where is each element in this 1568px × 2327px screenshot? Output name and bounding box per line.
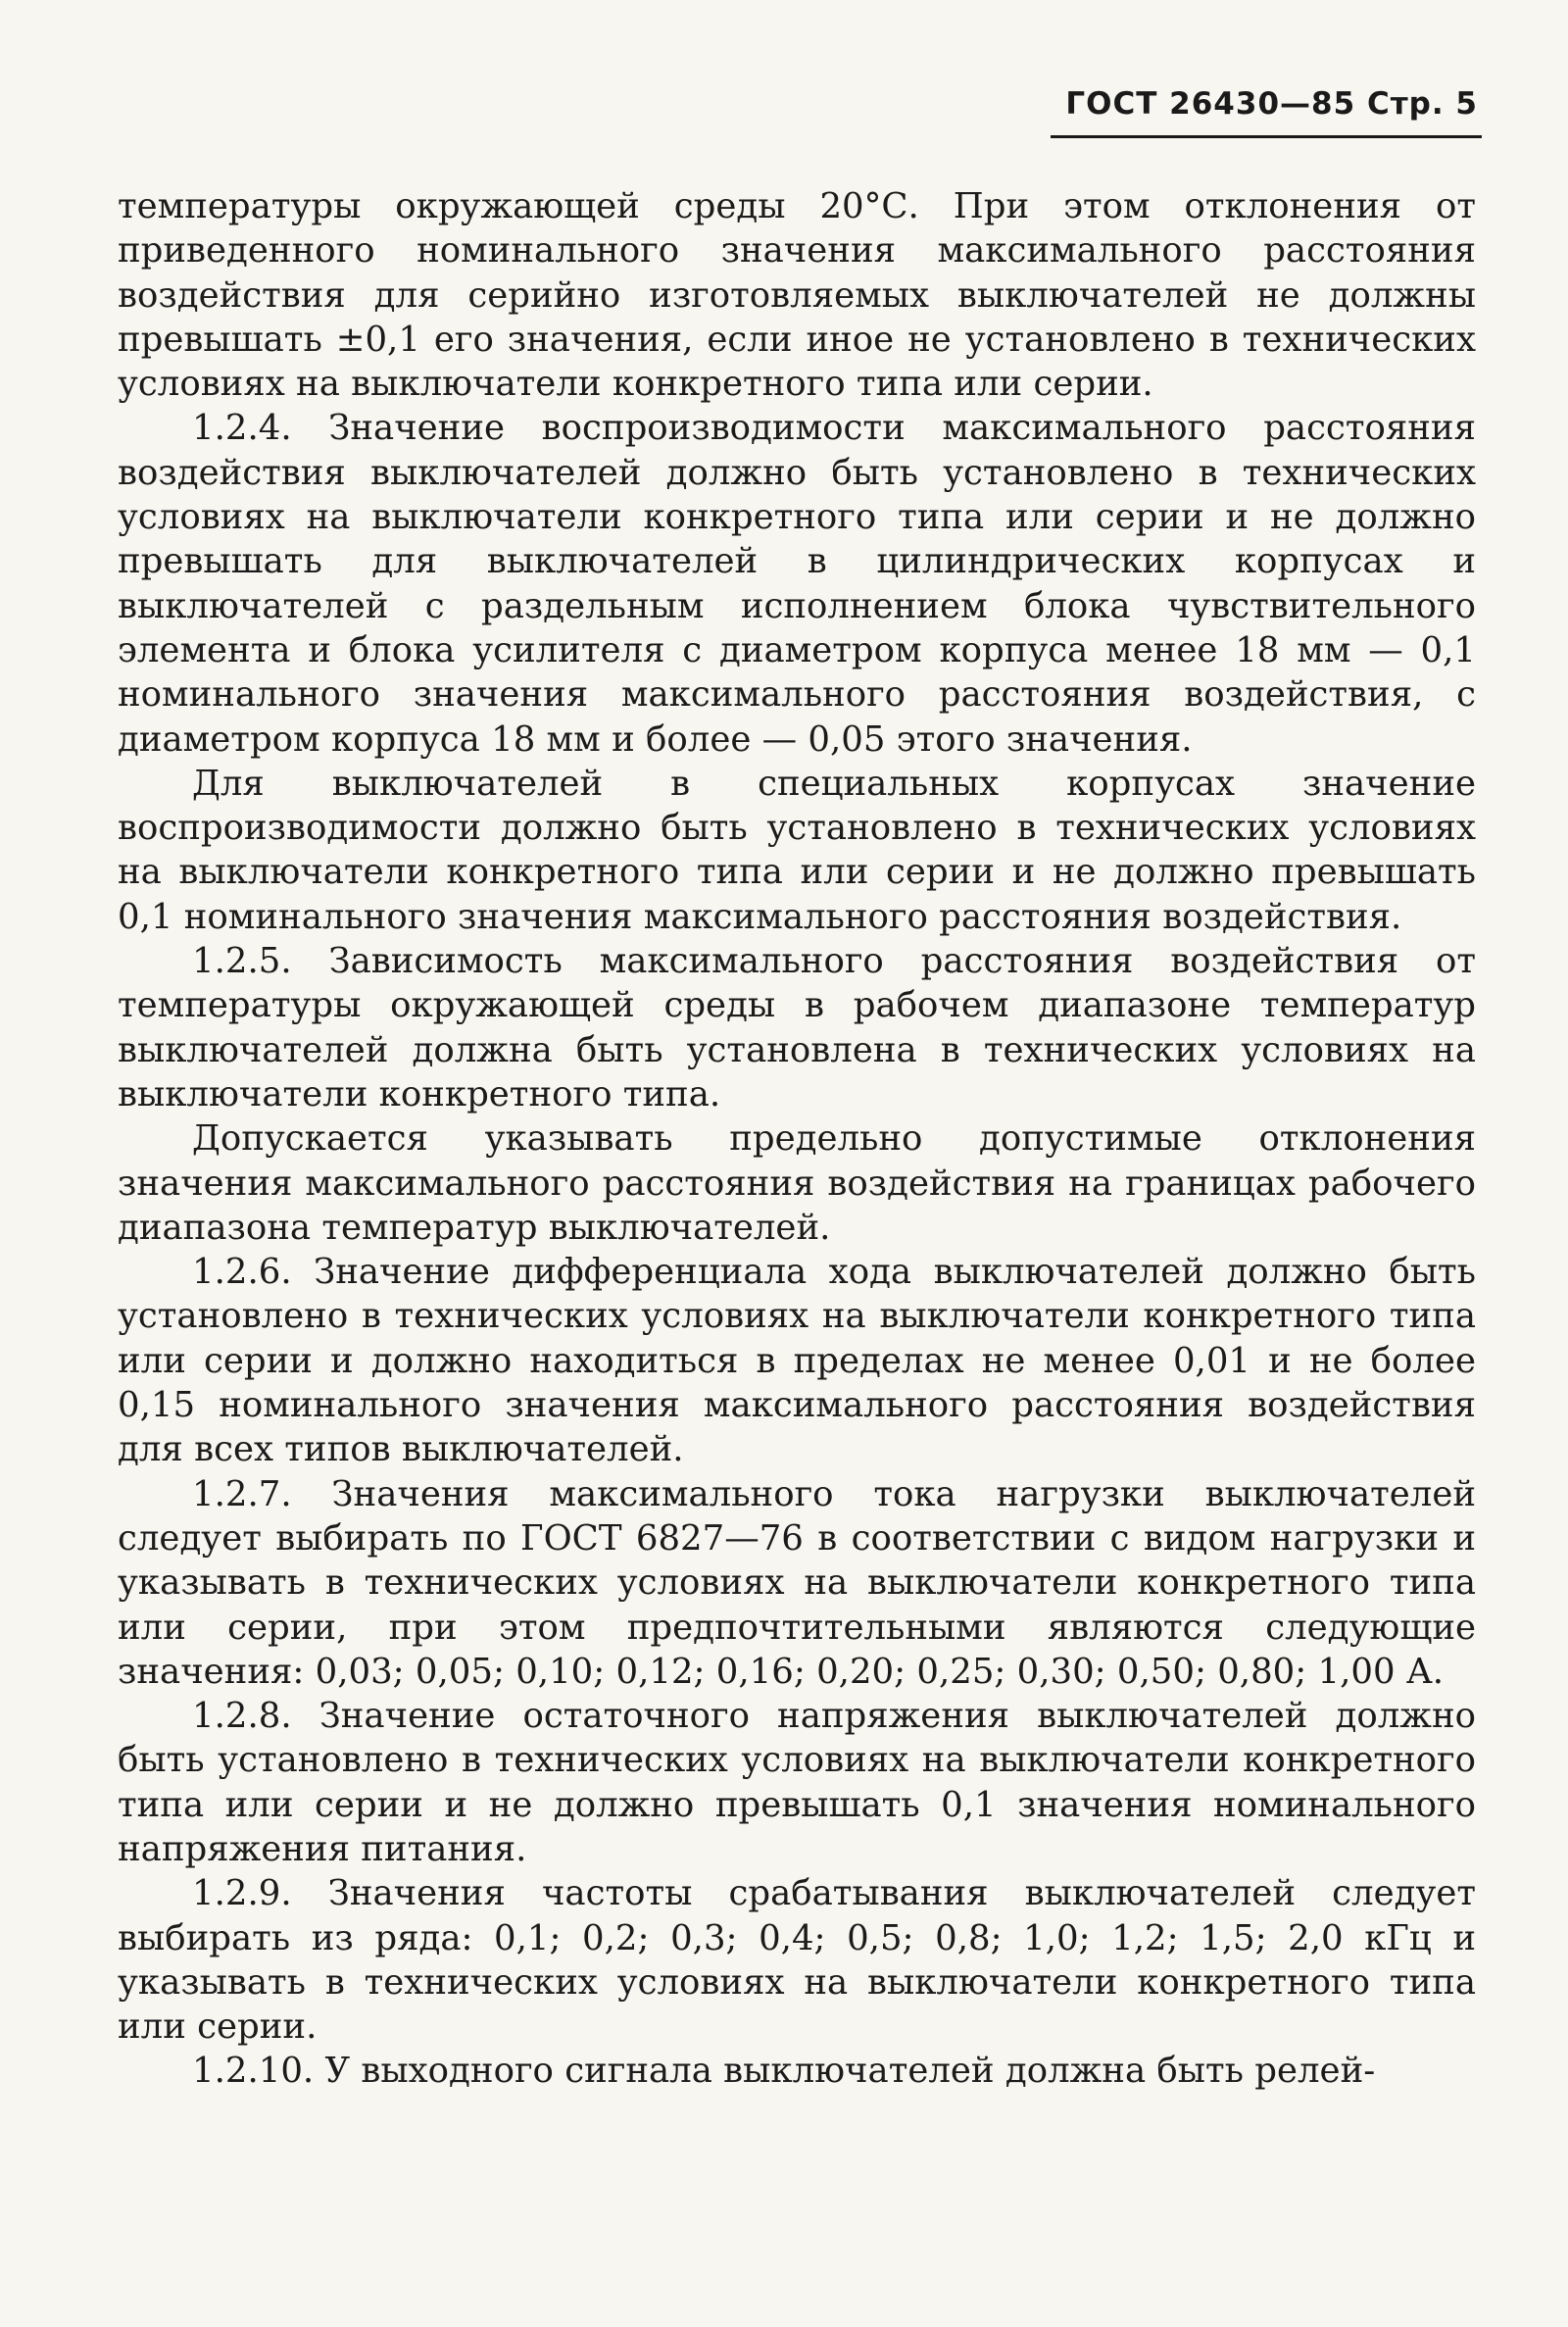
- paragraph-1-2-10: 1.2.10. У выходного сигнала выключателей должна быть релей-: [192, 2051, 1376, 2092]
- header-rule: [1051, 135, 1482, 138]
- paragraph-1-2-4: 1.2.4. Значение воспроизводимости максимального расстояния воздействия выключателей должно быть установлено в технических условиях на выключатели конкретного типа или серии и не должно превышать для выключателей в цилиндрических корпусах и выключателей с раздельным исполнением блока чувствительного элемента и блока усилителя с диаметром корпуса менее 18 мм — 0,1 номинального значения максимального расстояния воздействия, с диаметром корпуса 18 мм и более — 0,05 этого значения.: [118, 408, 1476, 760]
- paragraph-1-2-6: 1.2.6. Значение дифференциала хода выключателей должно быть установлено в технических условиях на выключатели конкретного типа или серии и должно находиться в пределах не менее 0,01 и не более 0,15 номинального значения максимального расстояния воздействия для всех типов выключателей.: [118, 1252, 1476, 1470]
- paragraph-1-2-9: 1.2.9. Значения частоты срабатывания выключателей следует выбирать из ряда: 0,1; 0,2; 0,3; 0,4; 0,5; 0,8; 1,0; 1,2; 1,5; 2,0 кГц и указывать в технических условиях на выключатели конкретного типа или серии.: [118, 1873, 1476, 2048]
- running-header: ГОСТ 26430—85 Стр. 5: [1065, 86, 1478, 122]
- paragraph-1-2-8: 1.2.8. Значение остаточного напряжения выключателей должно быть установлено в технических условиях на выключатели конкретного типа или серии и не должно превышать 0,1 значения номинального напряжения питания.: [118, 1696, 1476, 1869]
- paragraph-special-housings: Для выключателей в специальных корпусах значение воспроизводимости должно быть установлено в технических условиях на выключатели конкретного типа или серии и не должно превышать 0,1 номинального значения максимального расстояния воздействия.: [118, 763, 1476, 937]
- paragraph-allowed-deviations: Допускается указывать предельно допустимые отклонения значения максимального расстояния воздействия на границах рабочего диапазона температур выключателей.: [118, 1118, 1476, 1248]
- paragraph-continued: температуры окружающей среды 20°С. При этом отклонения от приведенного номинального значения максимального расстояния воздействия для серийно изготовляемых выключателей не должны превышать ±0,1 его значения, если иное не установлено в технических условиях на выключатели конкретного типа или серии.: [118, 186, 1476, 405]
- paragraph-1-2-5: 1.2.5. Зависимость максимального расстояния воздействия от температуры окружающей среды в рабочем диапазоне температур выключателей должна быть установлена в технических условиях на выключатели конкретного типа.: [118, 941, 1476, 1114]
- paragraph-1-2-7: 1.2.7. Значения максимального тока нагрузки выключателей следует выбирать по ГОСТ 6827—76 в соответствии с видом нагрузки и указывать в технических условиях на выключатели конкретного типа или серии, при этом предпочтительными являются следующие значения: 0,03; 0,05; 0,10; 0,12; 0,16; 0,20; 0,25; 0,30; 0,50; 0,80; 1,00 А.: [118, 1473, 1476, 1692]
- body-text: [118, 184, 1476, 2094]
